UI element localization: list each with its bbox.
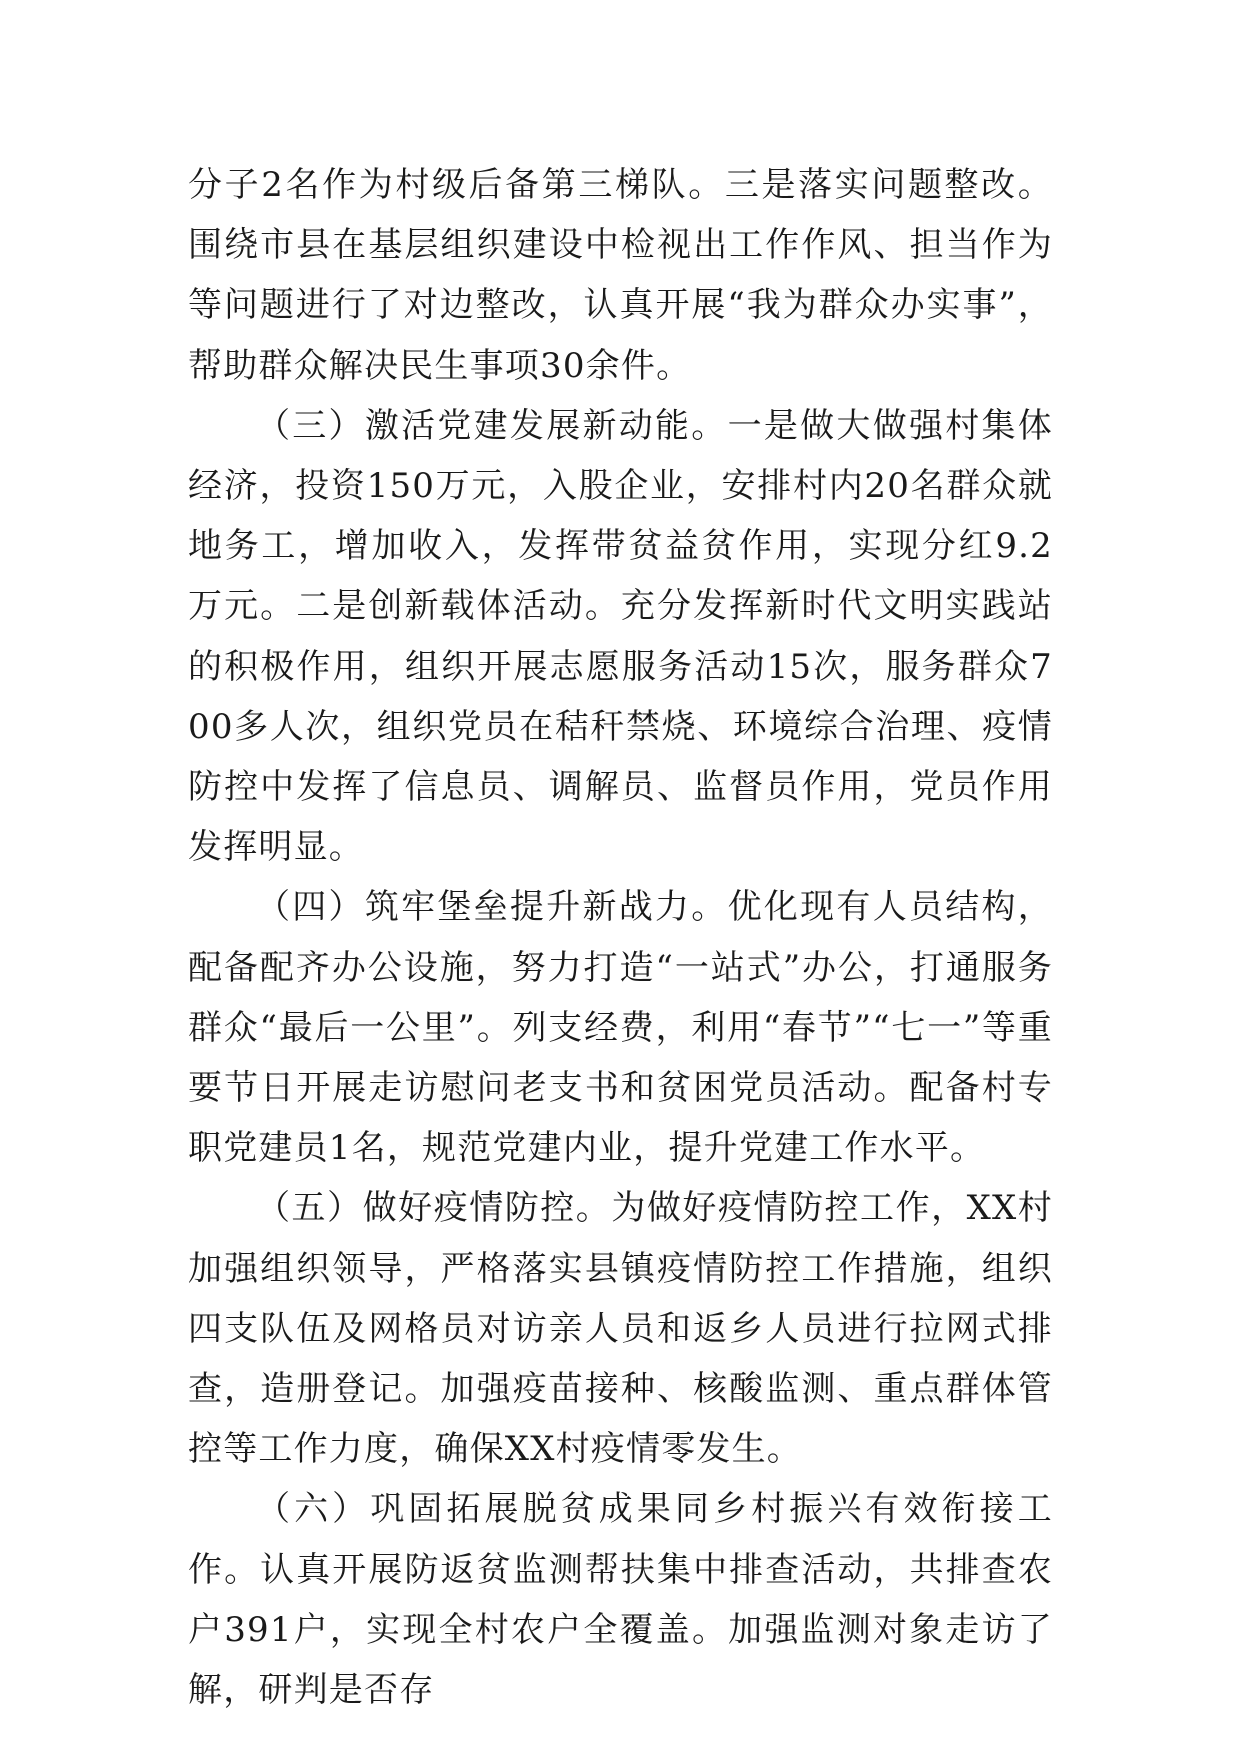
document-body <box>188 155 1053 1720</box>
paragraph-continuation: 分子2名作为村级后备第三梯队。三是落实问题整改。围绕市县在基层组织建设中检视出工作作风、担当作为等问题进行了对边整改，认真开展“我为群众办实事”，帮助群众解决民生事项30余件。 <box>188 165 1053 386</box>
paragraph-section-5: （五）做好疫情防控。为做好疫情防控工作，XX村加强组织领导，严格落实县镇疫情防控工作措施，组织四支队伍及网格员对访亲人员和返乡人员进行拉网式排查，造册登记。加强疫苗接种、核酸监测、重点群体管控等工作力度，确保XX村疫情零发生。 <box>188 1188 1053 1470</box>
paragraph-section-4: （四）筑牢堡垒提升新战力。优化现有人员结构，配备配齐办公设施，努力打造“一站式”办公，打通服务群众“最后一公里”。列支经费，利用“春节”“七一”等重要节日开展走访慰问老支书和贫困党员活动。配备村专职党建员1名，规范党建内业，提升党建工作水平。 <box>188 887 1053 1169</box>
paragraph-section-6: （六）巩固拓展脱贫成果同乡村振兴有效衔接工作。认真开展防返贫监测帮扶集中排查活动，共排查农户391户，实现全村农户全覆盖。加强监测对象走访了解，研判是否存 <box>188 1489 1053 1711</box>
paragraph-section-3: （三）激活党建发展新动能。一是做大做强村集体经济，投资150万元，入股企业，安排村内20名群众就地务工，增加收入，发挥带贫益贫作用，实现分红9.2万元。二是创新载体活动。充分发挥新时代文明实践站的积极作用，组织开展志愿服务活动15次，服务群众700多人次，组织党员在秸秆禁烧、环境综合治理、疫情防控中发挥了信息员、调解员、监督员作用，党员作用发挥明显。 <box>188 405 1053 868</box>
